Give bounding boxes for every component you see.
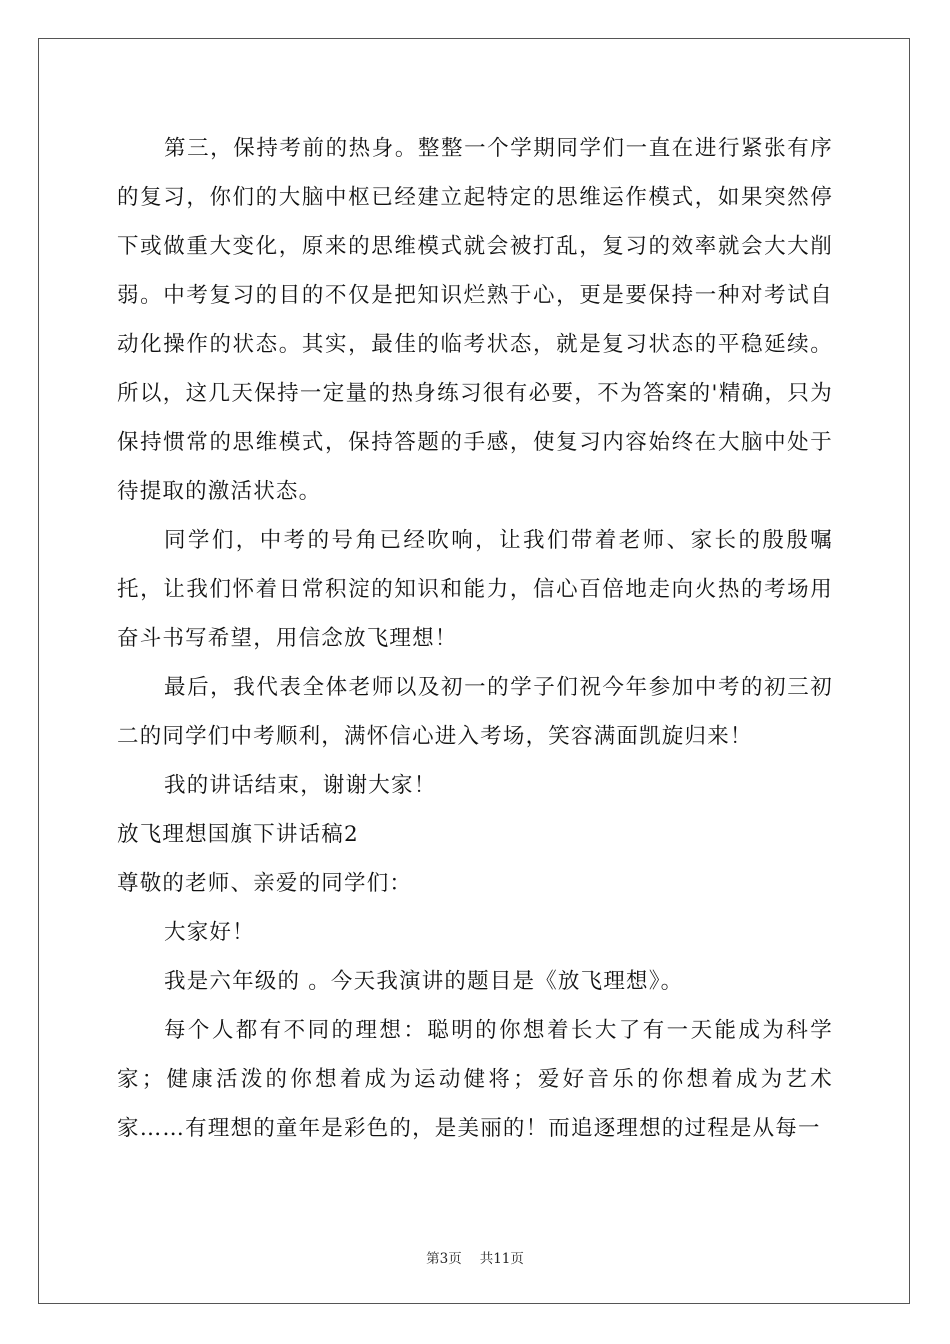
paragraph-3: 最后，我代表全体老师以及初一的学子们祝今年参加中考的初三初二的同学们中考顺利，满怀信心进入考场，笑容满面凯旋归来！: [117, 675, 833, 749]
page-footer: [0, 1247, 950, 1267]
paragraph-4: 我的讲话结束，谢谢大家！: [164, 773, 437, 798]
paragraph-ideals: 每个人都有不同的理想：聪明的你想着长大了有一天能成为科学家；健康活泼的你想着成为运动健将；爱好音乐的你想着成为艺术家……有理想的童年是彩色的，是美丽的！而追逐理想的过程是从每一: [117, 1018, 833, 1141]
document-body: [117, 124, 833, 1153]
section-title: 放飞理想国旗下讲话稿2: [117, 822, 359, 847]
paragraph-1: 第三，保持考前的热身。整整一个学期同学们一直在进行紧张有序的复习，你们的大脑中枢已经建立起特定的思维运作模式，如果突然停下或做重大变化，原来的思维模式就会被打乱，复习的效率就会大大削弱。中考复习的目的不仅是把知识烂熟于心，更是要保持一种对考试自动化操作的状态。其实，最佳的临考状态，就是复习状态的平稳延续。所以，这几天保持一定量的热身练习很有必要，不为答案的'精确，只为保持惯常的思维模式，保持答题的手感，使复习内容始终在大脑中处于待提取的激活状态。: [117, 136, 833, 504]
salutation: 尊敬的老师、亲爱的同学们：: [117, 871, 413, 896]
page-total: 共11页: [479, 1251, 524, 1267]
paragraph-intro: 我是六年级的 。今天我演讲的题目是《放飞理想》。: [164, 969, 684, 994]
page-number: 第3页: [426, 1251, 462, 1267]
paragraph-2: 同学们，中考的号角已经吹响，让我们带着老师、家长的殷殷嘱托，让我们怀着日常积淀的知识和能力，信心百倍地走向火热的考场用奋斗书写希望，用信念放飞理想！: [117, 528, 833, 651]
greeting: 大家好！: [164, 920, 255, 945]
